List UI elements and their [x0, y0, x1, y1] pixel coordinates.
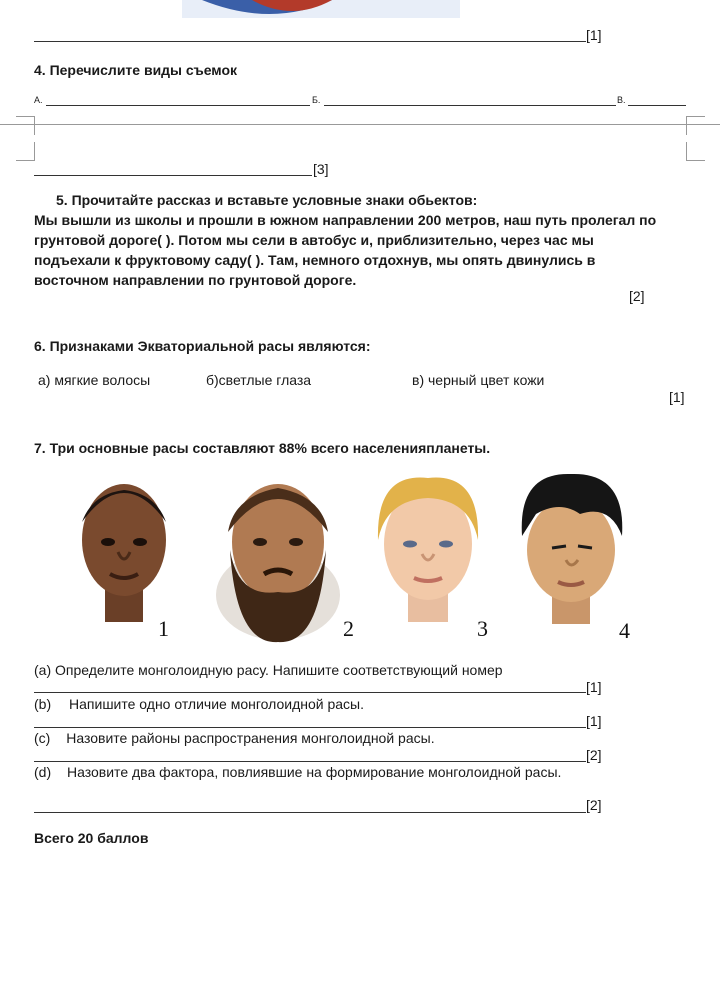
- globe-image: [182, 0, 460, 18]
- race-faces-illustration: [60, 470, 660, 650]
- face-number-2: 2: [343, 616, 354, 641]
- q3-answer-line[interactable]: [34, 41, 586, 42]
- q6-option-c[interactable]: в) черный цвет кожи: [412, 372, 545, 388]
- face-number-3: 3: [477, 616, 488, 641]
- q6-option-b[interactable]: б)светлые глаза: [206, 372, 312, 388]
- q7b-answer-line[interactable]: [34, 727, 586, 728]
- q7c-mark: [2]: [586, 747, 602, 763]
- q3-mark: [1]: [586, 27, 602, 43]
- q7c: [34, 730, 435, 746]
- q6-mark: [1]: [669, 389, 685, 405]
- q4-label-a: А.: [34, 95, 43, 105]
- q7b-text: Напишите одно отличие монголоидной расы.: [69, 696, 364, 712]
- q7b-mark: [1]: [586, 713, 602, 729]
- q6-option-a[interactable]: а) мягкие волосы: [38, 372, 151, 388]
- total-score: Всего 20 баллов: [34, 830, 149, 846]
- q7d-answer-line[interactable]: [34, 812, 586, 813]
- q4-label-c: В.: [617, 95, 626, 105]
- face-3-icon: [378, 478, 478, 622]
- face-4-icon: [522, 474, 623, 624]
- q4-title: 4. Перечислите виды съемок: [34, 62, 238, 78]
- face-1-icon: [82, 484, 166, 622]
- q7d: [34, 764, 561, 780]
- q4-label-b: Б.: [312, 95, 321, 105]
- q5-line: грунтовой дороге( ). Потом мы сели в автобус и, приблизительно, через час мы: [34, 232, 594, 248]
- face-number-1: 1: [158, 616, 169, 641]
- q5-title: 5. Прочитайте рассказ и вставьте условные знаки обьектов:: [56, 192, 478, 208]
- q7b-label: (b): [34, 696, 52, 712]
- q7-title: 7. Три основные расы составляют 88% всего населенияпланеты.: [34, 440, 491, 456]
- q6-title: 6. Признаками Экваториальной расы являются:: [34, 338, 371, 354]
- q7a-answer-line[interactable]: [34, 692, 586, 693]
- q4-mark: [3]: [313, 161, 329, 177]
- corner-mark: [16, 142, 35, 161]
- q5-line: Мы вышли из школы и прошли в южном направлении 200 метров, наш путь пролегал по: [34, 212, 657, 228]
- q7a: [34, 662, 503, 678]
- q7c-answer-line[interactable]: [34, 761, 586, 762]
- q5-block: [34, 190, 674, 290]
- q7a-label: (a): [34, 662, 52, 678]
- page-break: [0, 124, 720, 125]
- globe-icon: [182, 0, 460, 18]
- q7d-label: (d): [34, 764, 52, 780]
- q4-answer-line[interactable]: [34, 175, 312, 176]
- face-2-icon: [216, 484, 340, 642]
- q7c-label: (c): [34, 730, 51, 746]
- corner-mark: [686, 116, 705, 135]
- q7d-text: Назовите два фактора, повлиявшие на формирование монголоидной расы.: [67, 764, 562, 780]
- corner-mark: [16, 116, 35, 135]
- q4-answer-c[interactable]: [628, 105, 686, 106]
- q5-mark: [2]: [629, 288, 645, 304]
- q5-line: восточном направлении по грунтовой дороге.: [34, 272, 357, 288]
- face-number-4: 4: [619, 618, 630, 643]
- q4-answer-b[interactable]: [324, 105, 616, 106]
- q7c-text: Назовите районы распространения монголоидной расы.: [66, 730, 435, 746]
- q7d-mark: [2]: [586, 797, 602, 813]
- q7b: [34, 696, 364, 712]
- q4-answer-a[interactable]: [46, 105, 310, 106]
- q7a-text: Определите монголоидную расу. Напишите соответствующий номер: [55, 662, 503, 678]
- q5-line: подъехали к фруктовому саду( ). Там, немного отдохнув, мы опять двинулись в: [34, 252, 596, 268]
- q7a-mark: [1]: [586, 679, 602, 695]
- corner-mark: [686, 142, 705, 161]
- faces-svg: [60, 470, 660, 650]
